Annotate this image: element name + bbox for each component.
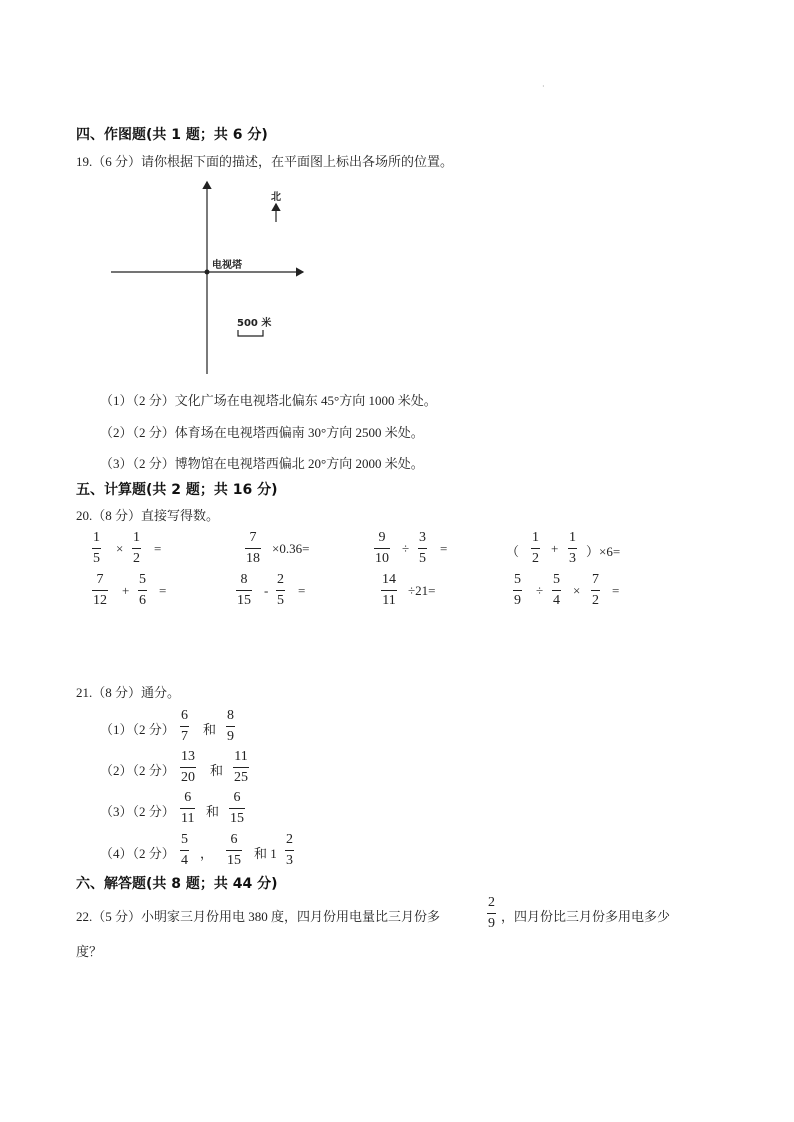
- fraction: 8 9: [227, 708, 234, 744]
- conjunction: 和: [203, 722, 217, 737]
- question-22-text-part1: 22.（5 分）小明家三月份用电 380 度，四月份用电量比三月份多: [76, 909, 441, 924]
- fraction: 3 5: [419, 530, 426, 566]
- corner-dot: ·: [542, 82, 545, 91]
- operator: ÷: [536, 583, 544, 598]
- equals: =: [298, 583, 306, 598]
- operator: ×: [116, 541, 124, 556]
- q21-item-2-label: （2）（2 分）: [100, 763, 175, 778]
- fraction: 7 18: [246, 530, 260, 566]
- fraction: 7 2: [592, 572, 599, 608]
- fraction: 14 11: [382, 572, 396, 608]
- fraction: 6 7: [181, 708, 188, 744]
- question-19-item-1: （1）（2 分）文化广场在电视塔北偏东 45°方向 1000 米处。: [100, 393, 437, 408]
- fraction: 5 6: [139, 572, 146, 608]
- fraction: 2 9: [488, 895, 495, 931]
- section-heading-5: 五、计算题(共 2 题；共 16 分): [76, 482, 278, 498]
- question-20-stem: 20.（8 分）直接写得数。: [76, 508, 220, 523]
- equals: =: [440, 541, 448, 556]
- question-19-stem: 19.（6 分）请你根据下面的描述，在平面图上标出各场所的位置。: [76, 154, 454, 169]
- equals: =: [159, 583, 167, 598]
- fraction: 1 3: [569, 530, 576, 566]
- operator: +: [551, 541, 559, 556]
- question-19-item-2: （2）（2 分）体育场在电视塔西偏南 30°方向 2500 米处。: [100, 425, 424, 440]
- fraction: 1 2: [532, 530, 539, 566]
- q21-item-3-label: （3）（2 分）: [100, 804, 175, 819]
- operator: ÷: [402, 541, 410, 556]
- fraction: 9 10: [375, 530, 389, 566]
- fraction: 6 15: [227, 832, 241, 868]
- separator: ，: [200, 846, 214, 861]
- expression-tail: ÷21=: [408, 583, 436, 598]
- fraction: 1 2: [133, 530, 140, 566]
- conjunction: 和 1: [254, 846, 277, 861]
- question-22-text-part2: ，四月份比三月份多用电多少: [501, 909, 671, 924]
- fraction: 5 4: [553, 572, 560, 608]
- fraction: 1 5: [93, 530, 100, 566]
- scale-bar: [238, 330, 263, 336]
- equals: =: [154, 541, 162, 556]
- operator: ×: [573, 583, 581, 598]
- conjunction: 和: [206, 804, 220, 819]
- q21-item-1-label: （1）（2 分）: [100, 722, 175, 737]
- fraction: 2 5: [277, 572, 284, 608]
- scale-label: 500 米: [237, 318, 272, 329]
- coordinate-diagram: [105, 178, 365, 378]
- fraction: 8 15: [237, 572, 251, 608]
- fraction: 2 3: [286, 832, 293, 868]
- question-22-text-line2: 度？: [76, 944, 103, 959]
- tower-label: 电视塔: [212, 260, 242, 271]
- section-heading-6: 六、解答题(共 8 题；共 44 分): [76, 876, 278, 892]
- question-19-item-3: （3）（2 分）博物馆在电视塔西偏北 20°方向 2000 米处。: [100, 456, 424, 471]
- fraction: 13 20: [181, 749, 195, 785]
- fraction: 6 11: [181, 790, 195, 826]
- fraction: 5 9: [514, 572, 521, 608]
- expression-tail: ）×6=: [586, 544, 621, 559]
- fraction: 11 25: [234, 749, 248, 785]
- tower-point: [205, 270, 210, 275]
- fraction: 7 12: [93, 572, 107, 608]
- equals: =: [612, 583, 620, 598]
- expression-tail: ×0.36=: [272, 541, 310, 556]
- conjunction: 和: [210, 763, 224, 778]
- question-21-stem: 21.（8 分）通分。: [76, 685, 181, 700]
- operator: +: [122, 583, 130, 598]
- north-label: 北: [271, 192, 281, 203]
- left-paren: （: [506, 544, 520, 559]
- fraction: 6 15: [230, 790, 244, 826]
- operator: -: [264, 583, 269, 598]
- section-heading-4: 四、作图题(共 1 题；共 6 分): [76, 127, 268, 143]
- fraction: 5 4: [181, 832, 188, 868]
- q21-item-4-label: （4）（2 分）: [100, 846, 175, 861]
